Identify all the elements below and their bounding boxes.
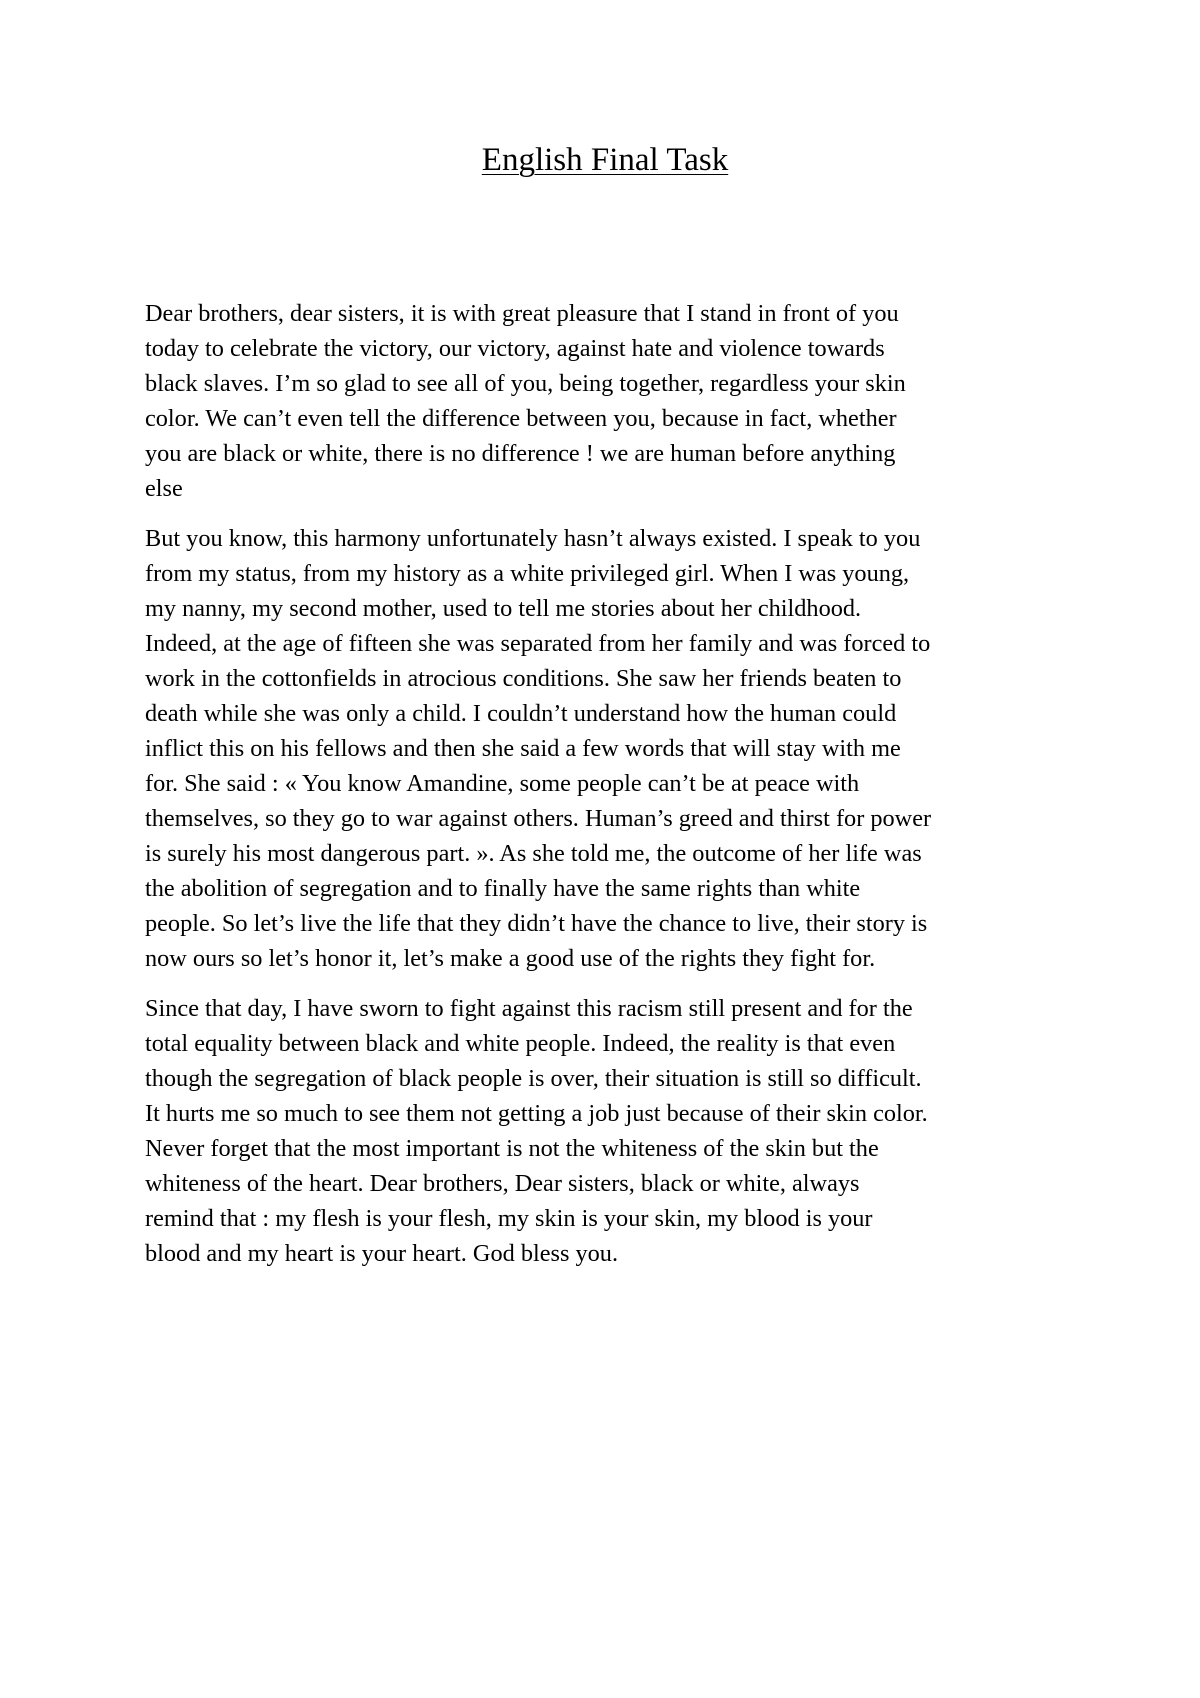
- paragraph-1: [145, 296, 1075, 506]
- text-line: is surely his most dangerous part. ». As she told me, the outcome of her life was: [145, 840, 922, 867]
- document-title: English Final Task: [481, 142, 729, 178]
- text-line: you are black or white, there is no difference ! we are human before anything: [145, 440, 896, 467]
- text-line: the abolition of segregation and to finally have the same rights than white: [145, 875, 861, 902]
- text-line: now ours so let’s honor it, let’s make a good use of the rights they fight for.: [145, 945, 876, 972]
- text-line: Dear brothers, dear sisters, it is with great pleasure that I stand in front of you: [145, 300, 899, 327]
- text-line: Never forget that the most important is not the whiteness of the skin but the: [145, 1135, 879, 1162]
- text-line: people. So let’s live the life that they didn’t have the chance to live, their story is: [145, 910, 928, 937]
- text-line: blood and my heart is your heart. God bless you.: [145, 1240, 619, 1267]
- text-line: for. She said : « You know Amandine, some people can’t be at peace with: [145, 770, 860, 797]
- text-line: black slaves. I’m so glad to see all of you, being together, regardless your skin: [145, 370, 906, 397]
- text-line: Indeed, at the age of fifteen she was separated from her family and was forced to: [145, 630, 931, 657]
- text-line: color. We can’t even tell the difference between you, because in fact, whether: [145, 405, 897, 432]
- text-line: from my status, from my history as a white privileged girl. When I was young,: [145, 560, 910, 587]
- text-line: themselves, so they go to war against others. Human’s greed and thirst for power: [145, 805, 932, 832]
- text-line: death while she was only a child. I couldn’t understand how the human could: [145, 700, 897, 727]
- text-line: But you know, this harmony unfortunately hasn’t always existed. I speak to you: [145, 525, 921, 552]
- text-line: work in the cottonfields in atrocious conditions. She saw her friends beaten to: [145, 665, 902, 692]
- text-line: else: [145, 475, 183, 502]
- text-line: It hurts me so much to see them not getting a job just because of their skin color.: [145, 1100, 928, 1127]
- text-line: today to celebrate the victory, our victory, against hate and violence towards: [145, 335, 885, 362]
- text-line: inflict this on his fellows and then she said a few words that will stay with me: [145, 735, 901, 762]
- paragraph-3: [145, 991, 1075, 1271]
- paragraph-2: [145, 521, 1075, 976]
- text-line: whiteness of the heart. Dear brothers, Dear sisters, black or white, always: [145, 1170, 860, 1197]
- document-body: [145, 296, 1075, 1286]
- text-line: my nanny, my second mother, used to tell me stories about her childhood.: [145, 595, 862, 622]
- text-line: Since that day, I have sworn to fight against this racism still present and for the: [145, 995, 913, 1022]
- text-line: though the segregation of black people is over, their situation is still so difficult.: [145, 1065, 922, 1092]
- text-line: remind that : my flesh is your flesh, my skin is your skin, my blood is your: [145, 1205, 873, 1232]
- text-line: total equality between black and white people. Indeed, the reality is that even: [145, 1030, 896, 1057]
